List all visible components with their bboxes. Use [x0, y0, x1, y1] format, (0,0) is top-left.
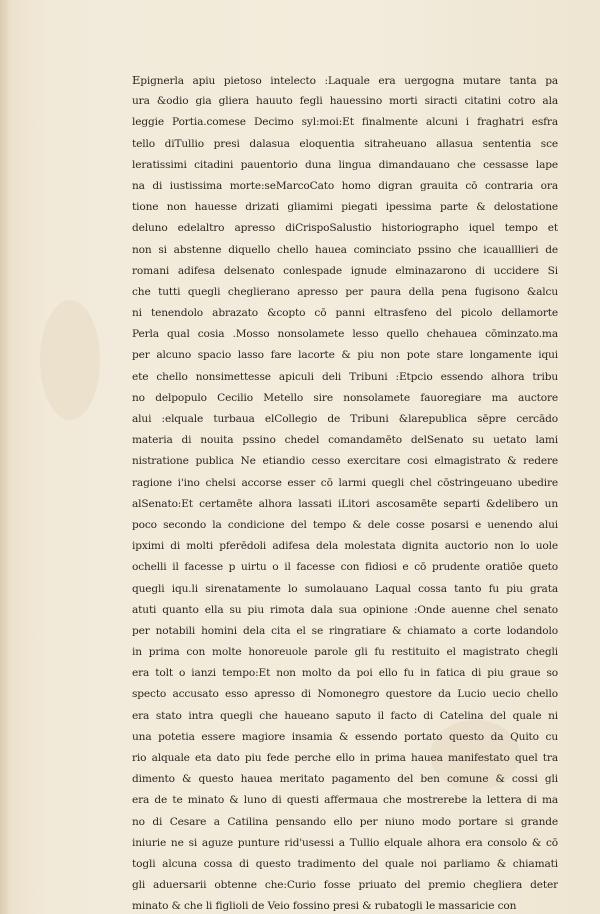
text-line: ipximi di molti pferēdoli adifesa dela molestata dignita auctorio non lo uole	[132, 540, 558, 553]
text-line: che tutti quegli cheglierano apresso per paura della pena fugisono &alcu	[132, 285, 558, 298]
text-line: per alcuno spacio lasso fare lacorte & piu non pote stare longamente iqui	[132, 349, 558, 362]
text-line: non si abstenne diquello chello hauea cominciato pssino che icaualllieri de	[132, 243, 558, 256]
text-line: era stato intra quegli che haueano saputo il facto di Catelina del quale ni	[132, 709, 558, 722]
text-line: rio alquale eta dato piu fede perche ello in prima hauea manifestato quel tra	[132, 752, 558, 764]
text-line: alui :elquale turbaua elCollegio de Tribuni &larepublica sēpre cercādo	[132, 413, 558, 425]
text-line: dimento & questo hauea meritato pagamento del ben comune & cossi gli	[132, 773, 558, 786]
text-line: togli alcuna cossa di questo tradimento del quale noi parliamo & chiamati	[132, 857, 558, 870]
text-line: materia di nouita pssino chedel comandamēto delSenato su uetato lami	[132, 434, 558, 447]
text-line: specto accusato esso apresso di Nomonegro questore da Lucio uecio chello	[132, 688, 558, 701]
text-line: leratissimi citadini pauentorio duna lingua dimandauano che cessasse lape	[132, 158, 558, 171]
text-line: minato & che li figlioli de Veio fossino presi & rubatogli le massaricie con	[132, 900, 517, 913]
text-block	[132, 70, 558, 914]
text-line: ura &odio gia gliera hauuto fegli hauessino morti siracti citatini cotro ala	[132, 95, 558, 108]
text-line: in prima con molte honoreuole parole gli fu restituito el magistrato chegli	[132, 646, 558, 659]
text-line: leggie Portia.comese Decimo syl:moi:Et finalmente alcuni i fraghatri esfra	[132, 116, 558, 129]
text-line: deluno edelaltro apresso diCrispoSalustio historiographo iquel tempo et	[132, 222, 558, 235]
text-line: ni tenendolo abrazato &copto cō panni eltrasfeno del picolo dellamorte	[132, 307, 558, 320]
text-line: ochelli il facesse p uirtu o il facesse con fidiosi e cō prudente oratiōe queto	[132, 561, 558, 574]
text-line: poco secondo la condicione del tempo & dele cosse posarsi e uenendo alui	[132, 518, 558, 531]
text-line: romani adifesa delsenato conlespade ignude elminazarono di uccidere Si	[132, 264, 558, 277]
text-line: era de te minato & luno di questi affermaua che mostrerebe la lettera di ma	[132, 794, 558, 807]
text-line: Perla qual cosia .Mosso nonsolamete lesso quello chehauea cōminzato.ma	[132, 328, 558, 341]
text-line: gli aduersarii obtenne che:Curio fosse priuato del premio chegliera deter	[132, 879, 558, 892]
text-line: ete chello nonsimettesse apiculi deli Tribuni :Etpcio essendo alhora tribu	[132, 370, 558, 383]
text-line: quegli iqu.li sirenatamente lo sumolauano Laqual cossa tanto fu piu grata	[132, 582, 558, 595]
text-line: atuti quanto ella su piu rimota dala sua opinione :Onde auenne chel senato	[132, 603, 558, 616]
text-line: iniurie ne si aguze punture rid'usessi a Tullio elquale alhora era consolo & cō	[132, 836, 558, 849]
text-line: na di iustissima morte:seMarcoCato homo digran grauita cō contraria ora	[132, 179, 558, 192]
text-line: tione non hauesse drizati gliamimi piegati ipessima parte & delostatione	[132, 201, 558, 214]
text-line: alSenato:Et certamēte alhora lassati iLitori ascosamēte separti &delibero un	[132, 497, 558, 510]
text-line: nistratione publica Ne etiandio cesso exercitare cosi elmagistrato & redere	[132, 455, 558, 468]
text-line: no di Cesare a Catilina pensando ello per niuno modo portare si grande	[132, 815, 558, 828]
text-line: no delpopulo Cecilio Metello sire nonsolamete fauoregiare ma auctore	[132, 391, 558, 404]
text-line: ragione i'ino chelsi accorse esser cō larmi quegli chel cōstringeuano ubedire	[132, 476, 558, 489]
text-line: era tolt o ianzi tempo:Et non molto da poi ello fu in fatica di piu graue so	[132, 667, 558, 680]
text-line: Epignerla apiu pietoso intelecto :Laquale era uergogna mutare tanta pa	[132, 73, 558, 87]
text-line: una potetia essere magiore insamia & essendo portato questo da Quito cu	[132, 730, 558, 743]
text-line: per notabili homini dela cita el se ringratiare & chiamato a corte lodandolo	[132, 624, 558, 637]
page-edge-shadow	[0, 0, 10, 914]
paper-stain	[40, 300, 100, 420]
text-line: tello diTullio presi dalasua eloquentia sitraheuano allasua sententia sce	[132, 137, 558, 150]
